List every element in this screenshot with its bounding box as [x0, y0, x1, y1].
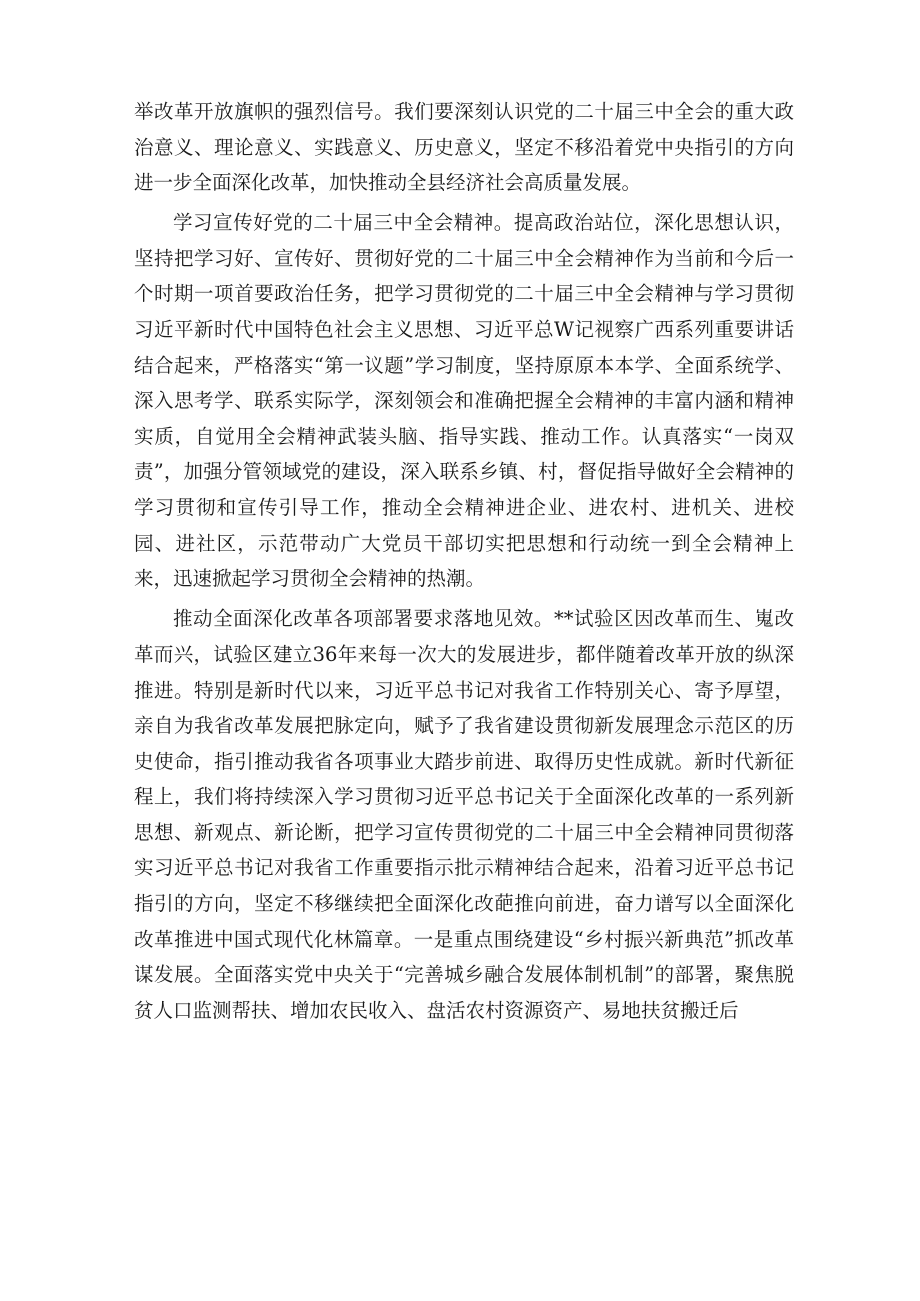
paragraph-3: 推动全面深化改革各项部署要求落地见效。**试验区因改革而生、嵬改革而兴，试验区建立36年来每一次大的发展进步，都伴随着改革开放的纵深推进。特别是新时代以来，习近平总书记对我省工作特别关心、寄予厚望，亲自为我省改革发展把脉定向，赋予了我省建设贯彻新发展理念示范区的历史使命，指引推动我省各项事业大踏步前进、取得历史性成就。新时代新征程上，我们将持续深入学习贯彻习近平总书记关于全面深化改革的一系列新思想、新观点、新论断，把学习宣传贯彻党的二十届三中全会精神同贯彻落实习近平总书记对我省工作重要指示批示精神结合起来，沿着习近平总书记指引的方向，坚定不移继续把全面深化改葩推向前进，奋力谱写以全面深化改革推进中国式现代化林篇章。一是重点围绕建设“乡村振兴新典范”抓改革谋发展。全面落实党中央关于“完善城乡融合发展体制机制”的部署，聚焦脱贫人口监测帮扶、增加农民收入、盘活农村资源资产、易地扶贫搬迁后	[134, 607, 794, 1022]
paragraph-1: 举改革开放旗帜的强烈信号。我们要深刻认识党的二十届三中全会的重大政治意义、理论意义、实践意义、历史意义，坚定不移沿着党中央指引的方向进一步全面深化改革，加快推动全县经济社会高质量发展。	[134, 100, 794, 195]
paragraph-2: 学习宣传好党的二十届三中全会精神。提高政治站位，深化思想认识，坚持把学习好、宣传好、贯彻好党的二十届三中全会精神作为当前和今后一个时期一项首要政治任务，把学习贯彻党的二十届三中全会精神与学习贯彻习近平新时代中国特色社会主义思想、习近平总W记视察广西系列重要讲话结合起来，严格落实“第一议题”学习制度，坚持原原本本学、全面系统学、深入思考学、联系实际学，深刻领会和准确把握全会精神的丰富内涵和精神实质，自觉用全会精神武装头脑、指导实践、推动工作。认真落实“一岗双责”，加强分管领域党的建设，深入联系乡镇、村，督促指导做好全会精神的学习贯彻和宣传引导工作，推动全会精神进企业、进农村、进机关、进校园、进社区，示范带动广大党员干部切实把思想和行动统一到全会精神上来，迅速掀起学习贯彻全会精神的热潮。	[134, 211, 794, 591]
document-body	[134, 94, 794, 1033]
